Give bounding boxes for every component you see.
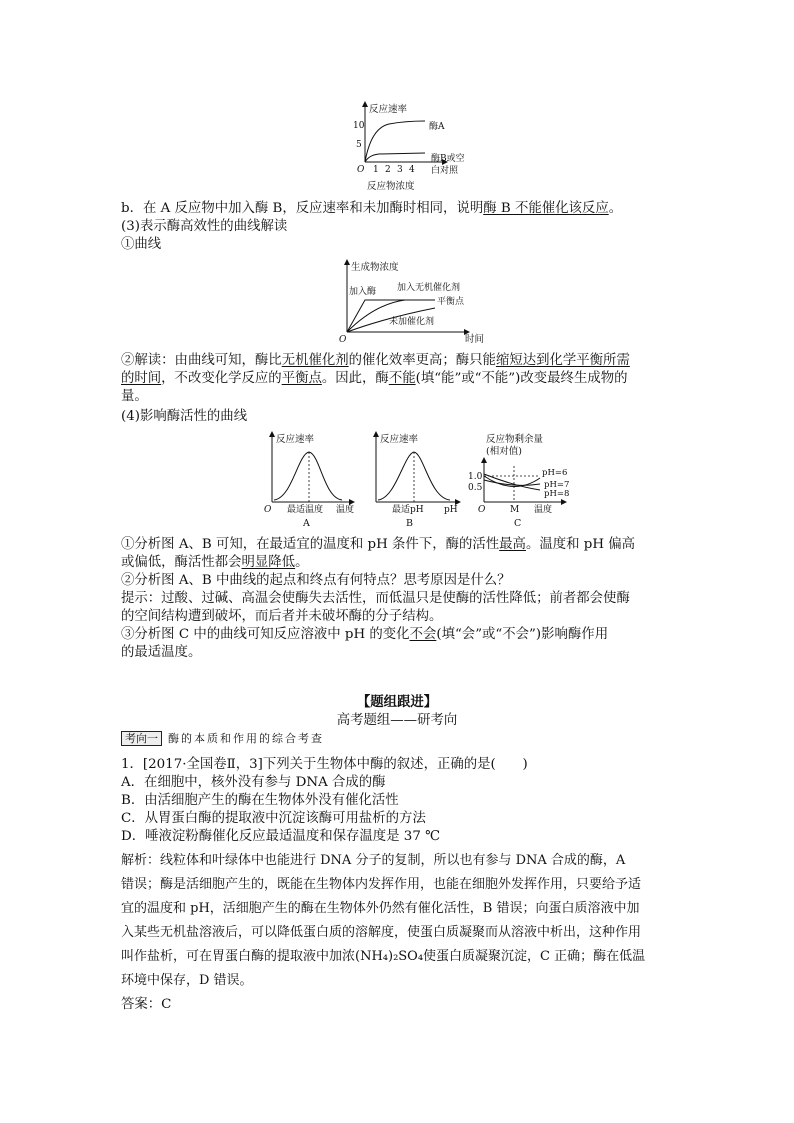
explanation-line: 叫作盐析，可在胃蛋白酶的提取液中加浓(NH₄)₂SO₄使蛋白质凝聚沉淀，C 正确；酶在低温	[121, 949, 646, 964]
chart-a-temperature	[262, 430, 362, 530]
para-6-line2: 的最适温度。	[121, 645, 202, 660]
chart-a-xlabel: 温度	[336, 505, 355, 515]
para-3-line2: 或偏低，酶活性都会明显降低。	[121, 555, 309, 570]
chart1-xtick: 2	[385, 165, 391, 175]
chart-b-ylabel: 反应速率	[380, 434, 419, 445]
para-6-line1: ③分析图 C 中的曲线可知反应溶液中 pH 的变化不会(填“会”或“不会”)影响酶作用	[121, 627, 609, 642]
topic-row	[121, 730, 673, 747]
chart1-origin: O	[357, 165, 365, 175]
chart1-label-b1: 酶B或空	[431, 154, 465, 164]
chart2-xlabel: 时间	[465, 334, 485, 345]
para-4: ②分析图 A、B 中曲线的起点和终点有何特点？思考原因是什么？	[121, 573, 511, 588]
chart1-label-b2: 白对照	[431, 166, 459, 176]
chart1-ytick-5: 5	[356, 140, 362, 150]
explanation-line: 入某些无机盐溶液后，可以降低蛋白质的溶解度，使蛋白质凝聚而从溶液中析出，这种作用	[121, 925, 642, 940]
chart-b-caption: B	[406, 518, 413, 529]
chart1-ylabel: 反应速率	[369, 104, 408, 115]
option-c: C．从胃蛋白酶的提取液中沉淀该酶可用盐析的方法	[121, 811, 426, 826]
chart2-label-balance: 平衡点	[437, 297, 465, 307]
para-5-line2: 的空间结构遭到破坏，而后者并未破坏酶的分子结构。	[121, 609, 443, 624]
chart2-ylabel: 生成物浓度	[351, 262, 399, 273]
heading-3: (3)表示酶高效性的曲线解读	[121, 219, 288, 234]
option-a: A．在细胞中，核外没有参与 DNA 合成的酶	[121, 775, 386, 790]
chart1-xtick: 1	[373, 165, 379, 175]
chart-c-xmark: M	[510, 505, 520, 515]
chart-c-ylabel1: 反应物剩余量	[486, 434, 544, 445]
chart-b-xlabel: pH	[444, 505, 458, 515]
chart-c-ytick1: 1.0	[468, 472, 483, 482]
chart2-origin: O	[339, 335, 347, 345]
heading-4: (4)影响酶活性的曲线	[121, 409, 248, 424]
chart1-label-a: 酶A	[429, 122, 445, 132]
chart-c-series2: pH=7	[544, 480, 570, 490]
chart1-xtick: 3	[397, 165, 403, 175]
chart-c-remaining	[466, 430, 576, 530]
para-2-line2: 的时间，不改变化学反应的平衡点。因此，酶不能(填“能”或“不能”)改变最终生成物的	[121, 371, 628, 386]
heading-3-1: ①曲线	[121, 237, 162, 252]
option-b: B．由活细胞产生的酶在生物体外没有催化活性	[121, 793, 399, 808]
chart-b-ph	[368, 430, 468, 530]
chart-c-series1: pH=6	[542, 468, 568, 478]
topic-text: 酶的本质和作用的综合考查	[168, 732, 324, 745]
chart2-label-inorganic: 加入无机催化剂	[397, 283, 461, 293]
explanation-line: 宜的温度和 pH，活细胞产生的酶在生物体外仍然有催化活性，B 错误；向蛋白质溶液中加	[121, 901, 640, 916]
chart2-label-enzyme: 加入酶	[349, 287, 377, 297]
chart1-curve-b	[365, 153, 425, 162]
section-title: 【题组跟进】	[356, 694, 438, 710]
chart1-xlabel: 反应物浓度	[367, 181, 415, 192]
answer: 答案：C	[121, 997, 172, 1012]
chart-a-caption: A	[303, 518, 310, 529]
question-1: 1．[2017·全国卷Ⅱ，3]下列关于生物体中酶的叙述，正确的是( )	[121, 757, 528, 772]
chart-c-ytick2: 0.5	[468, 483, 483, 493]
chart-rate-vs-concentration	[345, 100, 485, 195]
chart-c-xlabel: 温度	[534, 505, 553, 515]
chart-a-ylabel: 反应速率	[276, 434, 315, 445]
chart1-xtick: 4	[409, 165, 415, 175]
topic-tag: 考向一	[121, 731, 162, 746]
para-3-line1: ①分析图 A、B 可知，在最适宜的温度和 pH 条件下，酶的活性最高。温度和 pH 偏高	[121, 537, 636, 552]
chart-efficiency	[335, 258, 495, 346]
line-b: b．在 A 反应物中加入酶 B，反应速率和未加酶时相同，说明酶 B 不能催化该反应。	[121, 201, 623, 216]
explanation-line: 解析：线粒体和叶绿体中也能进行 DNA 分子的复制，所以也有参与 DNA 合成的酶，A	[121, 853, 626, 868]
explanation-line: 环境中保存，D 错误。	[121, 973, 253, 988]
para-5-line1: 提示：过酸、过碱、高温会使酶失去活性，而低温只是使酶的活性降低；前者都会使酶	[121, 591, 630, 606]
section-subtitle: 高考题组——研考向	[336, 713, 458, 728]
para-2-line1: ②解读：由曲线可知，酶比无机催化剂的催化效率更高；酶只能缩短达到化学平衡所需	[121, 353, 630, 368]
chart-b-xmark: 最适pH	[392, 505, 424, 515]
chart-a-xmark: 最适温度	[287, 505, 324, 515]
chart-c-ylabel2: (相对值)	[486, 446, 522, 457]
para-2-line3: 量。	[121, 389, 148, 404]
explanation-line: 错误；酶是活细胞产生的，既能在生物体内发挥作用，也能在细胞外发挥作用，只要给予适	[121, 877, 642, 892]
chart-c-origin: O	[478, 505, 486, 515]
option-d: D．唾液淀粉酶催化反应最适温度和保存温度是 37 ℃	[121, 829, 441, 844]
chart2-label-none: 未加催化剂	[389, 317, 435, 327]
chart1-ytick-10: 10	[353, 121, 365, 131]
chart-c-caption: C	[514, 518, 522, 529]
chart-a-origin: O	[264, 505, 272, 515]
chart-c-series3: pH=8	[544, 489, 570, 499]
chart1-curve-a	[365, 121, 425, 162]
